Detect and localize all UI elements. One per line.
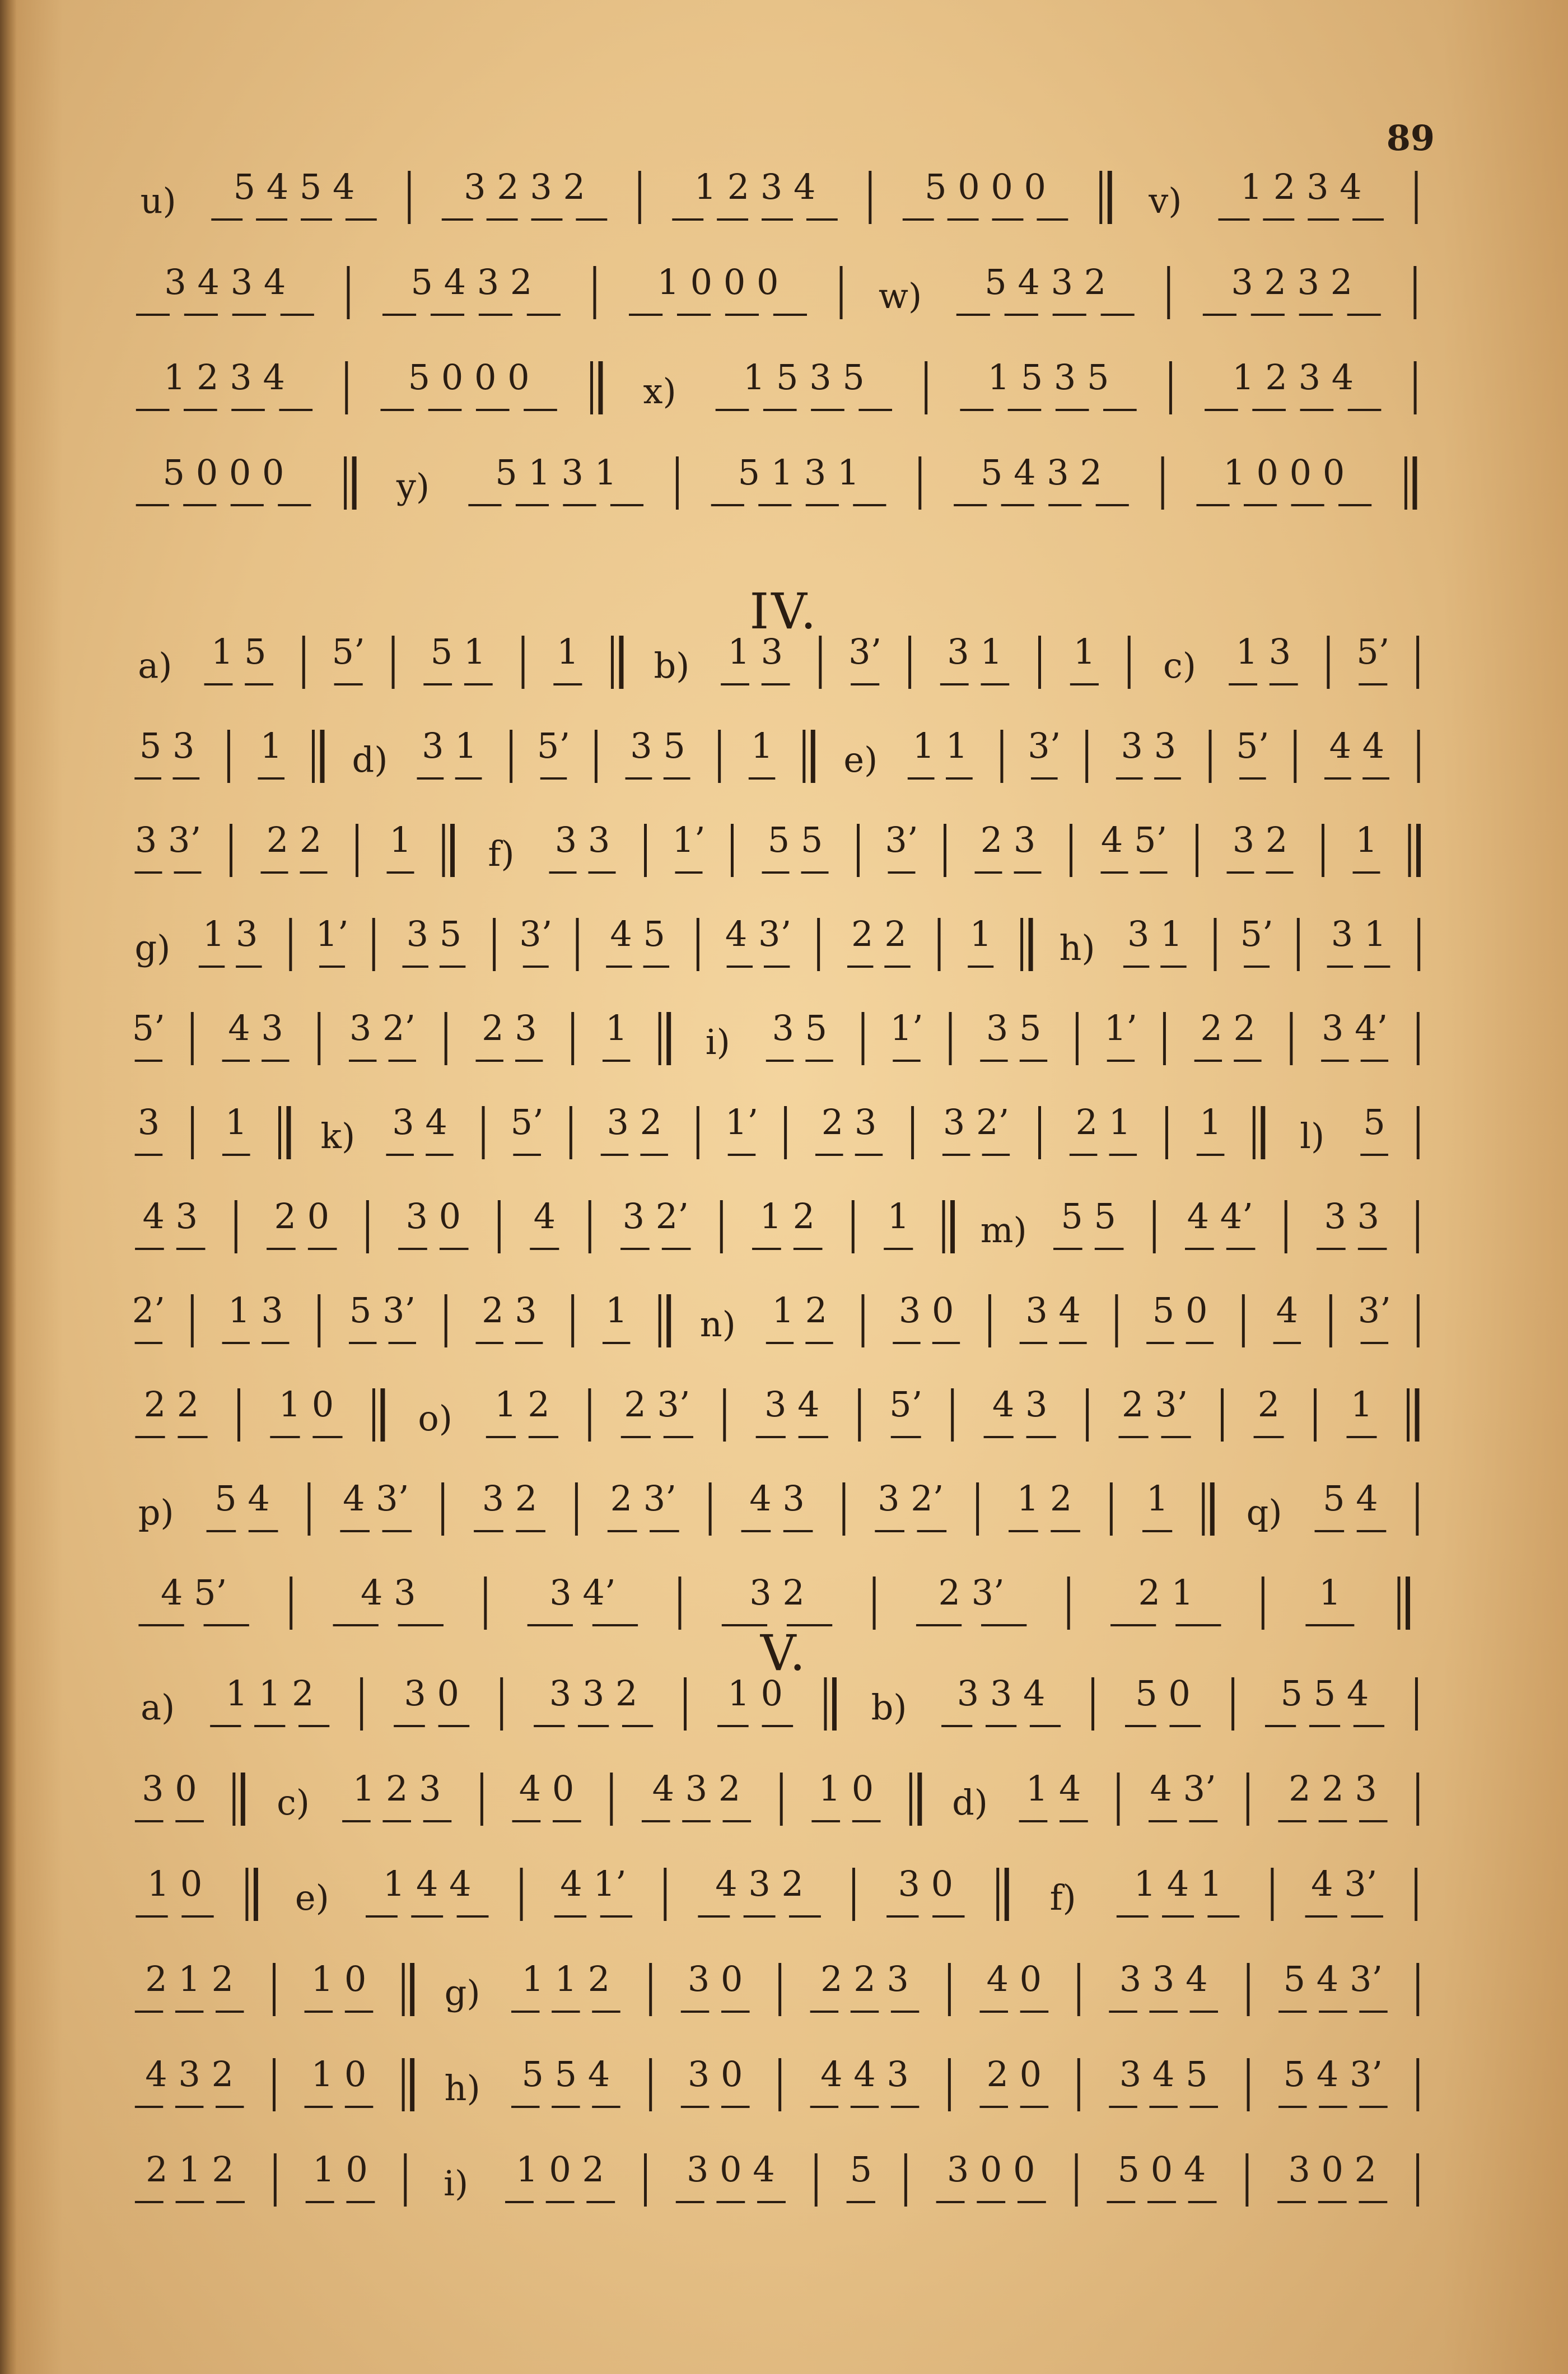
note-group: 2 2 <box>1200 1008 1256 1048</box>
rhythm-underline <box>676 2201 704 2203</box>
note-group: 3 3 <box>1324 1196 1380 1237</box>
note-group: 3 2 <box>482 1478 538 1519</box>
note-group: 2 2 <box>851 913 907 954</box>
note-group: 2 2 3 <box>1289 1768 1377 1809</box>
note-group: 3 0 <box>404 1673 459 1714</box>
note-group: 4 3’ <box>1311 1863 1378 1904</box>
note-group: 3 2’ <box>942 1102 1010 1142</box>
exercise-label: i) <box>444 2163 469 2204</box>
exercise-label: e) <box>843 739 878 780</box>
note-group: 4 4 <box>1329 725 1385 766</box>
note-group: 1 4 4 <box>382 1863 472 1904</box>
rhythm-underline <box>306 2201 334 2203</box>
exercise-label: p) <box>138 1492 174 1533</box>
exercise-label: y) <box>396 466 430 507</box>
note-group: 2 3 <box>482 1290 537 1331</box>
bar-line <box>274 2153 277 2207</box>
note-group: 5 5 4 <box>1280 1673 1369 1714</box>
note-group: 4 3 <box>360 1572 416 1613</box>
page-number: 89 <box>1386 118 1435 158</box>
note-group: 1 2 <box>494 1384 550 1425</box>
note-group: 5 <box>850 2149 872 2190</box>
rhythm-underline <box>135 2201 164 2203</box>
rhythm-underline <box>977 2201 1005 2203</box>
note-group: 3 4 <box>1025 1290 1081 1331</box>
note-group: 1 2 <box>759 1196 815 1237</box>
note-group: 3 3 4 <box>956 1673 1046 1714</box>
note-group: 3 0 <box>687 2054 743 2095</box>
note-group: 3’ <box>1357 1290 1391 1331</box>
note-group: 2 0 <box>274 1196 330 1237</box>
note-group: 3 0 2 <box>1288 2149 1377 2190</box>
exercise-label: o) <box>418 1398 452 1439</box>
exercise-label: m) <box>980 1210 1027 1251</box>
note-group: 3 2 3 2 <box>1231 262 1353 302</box>
note-group: 5 4 3 2 <box>981 452 1102 493</box>
note-group: 1 <box>969 913 992 954</box>
exercise-label: f) <box>1049 1877 1076 1918</box>
note-group: 2 3’ <box>1121 1384 1188 1425</box>
note-group: 1 3 <box>228 1290 283 1331</box>
note-group: 1 <box>887 1196 909 1237</box>
note-group: 5 4 3 2 <box>984 262 1107 302</box>
note-group: 3 1 <box>1127 913 1183 954</box>
rhythm-underline <box>586 2201 615 2203</box>
note-group: 3 4 <box>764 1384 820 1425</box>
note-group: 5’ <box>536 725 571 766</box>
exercise-label: a) <box>141 1687 175 1728</box>
note-group: 5’ <box>332 631 365 672</box>
exercise-label: g) <box>134 927 171 968</box>
note-group: 5’ <box>132 1008 165 1048</box>
note-group: 1 0 0 0 <box>1223 452 1345 493</box>
exercise-label: l) <box>1300 1116 1325 1156</box>
note-group: 5 5 <box>767 819 823 860</box>
rhythm-underline <box>716 2201 745 2203</box>
note-group: 1 0 2 <box>516 2149 604 2190</box>
note-group: 3’ <box>1028 725 1061 766</box>
note-group: 2 0 <box>986 2054 1042 2095</box>
note-group: 1 5 3 5 <box>987 357 1109 398</box>
note-group: 3’ <box>519 913 553 954</box>
exercise-label: k) <box>320 1116 356 1156</box>
rhythm-underline <box>847 2201 875 2203</box>
note-group: 1 2 <box>772 1290 828 1331</box>
note-group: 3 4 5 <box>1119 2054 1208 2095</box>
note-group: 5’ <box>1356 631 1390 672</box>
note-group: 3 2 3 2 <box>464 166 585 207</box>
note-group: 3 5 <box>986 1008 1042 1048</box>
note-group: 5’ <box>1240 913 1273 954</box>
note-group: 2 2 <box>143 1384 199 1425</box>
rhythm-underline <box>1359 2201 1387 2203</box>
note-group: 4 0 <box>519 1768 575 1809</box>
note-group: 3 0 <box>898 1290 954 1331</box>
note-group: 5’ <box>1236 725 1270 766</box>
note-group: 1 <box>1350 1384 1373 1425</box>
note-group: 2 3’ <box>610 1478 676 1519</box>
exercise-label: n) <box>699 1304 736 1345</box>
exercise-label: d) <box>952 1782 988 1823</box>
note-group: 1 1 2 <box>225 1673 314 1714</box>
note-group: 1 <box>1319 1572 1341 1613</box>
exercise-label: h) <box>444 2068 480 2109</box>
note-group: 5 4 <box>214 1478 270 1519</box>
note-group: 4 4’ <box>1187 1196 1253 1237</box>
note-group: 3 3 <box>1121 725 1177 766</box>
note-group: 4 3 <box>142 1196 198 1237</box>
rhythm-underline <box>176 2201 204 2203</box>
note-group: 1 <box>1146 1478 1169 1519</box>
rhythm-underline <box>1188 2201 1217 2203</box>
note-group: 1 2 3 4 <box>694 166 816 207</box>
note-group: 3 4 3 4 <box>164 262 286 302</box>
note-group: 1 0 <box>311 1958 367 1999</box>
note-group: 1 <box>225 1102 248 1142</box>
note-group: 1 0 <box>278 1384 334 1425</box>
rhythm-underline <box>505 2201 534 2203</box>
note-group: 4 3 <box>749 1478 805 1519</box>
note-group: 2 3 <box>980 819 1036 860</box>
exercise-label: i) <box>705 1022 730 1062</box>
note-group: 1 4 <box>1025 1768 1081 1809</box>
note-group: 3 2 <box>1232 819 1288 860</box>
note-group: 5 1 <box>430 631 486 672</box>
note-group: 4 4 3 <box>820 2054 909 2095</box>
note-group: 1’ <box>890 1008 923 1048</box>
bar-line <box>904 2153 907 2207</box>
note-group: 1 2 3 <box>352 1768 441 1809</box>
note-group: 2 3 <box>482 1008 537 1048</box>
note-group: 5 5 <box>1061 1196 1117 1237</box>
note-group: 4 3 <box>992 1384 1048 1425</box>
note-group: 3 5 <box>630 725 685 766</box>
note-group: 1 3 <box>1235 631 1291 672</box>
note-group: 5 3’ <box>349 1290 416 1331</box>
note-group: 3 1 <box>422 725 477 766</box>
note-group: 3 0 4 <box>686 2149 775 2190</box>
exercise-label: d) <box>352 739 388 780</box>
bar-line <box>404 2153 407 2207</box>
rhythm-underline <box>546 2201 575 2203</box>
exercise-label: q) <box>1246 1492 1282 1533</box>
note-group: 1 <box>750 725 773 766</box>
note-group: 1 <box>389 819 412 860</box>
note-group: 4 3’ <box>725 913 792 954</box>
note-group: 5’ <box>889 1384 923 1425</box>
note-group: 1 2 3 4 <box>1232 357 1354 398</box>
exercise-label: v) <box>1149 180 1182 221</box>
note-group: 3 2 <box>606 1102 662 1142</box>
rhythm-underline <box>1318 2201 1347 2203</box>
exercise-label: w) <box>878 276 922 316</box>
exercise-label: c) <box>277 1782 310 1823</box>
note-group: 2 1 2 <box>146 2149 234 2190</box>
note-group: 1 <box>1073 631 1096 672</box>
exercise-label: b) <box>871 1687 907 1728</box>
note-group: 1 5 3 5 <box>743 357 865 398</box>
note-group: 4 0 <box>986 1958 1042 1999</box>
note-group: 5 0 0 0 <box>925 166 1047 207</box>
note-group: 1 <box>557 631 579 672</box>
exercise-label: a) <box>138 645 172 686</box>
note-group: 4 <box>1276 1290 1299 1331</box>
note-group: 3 2’ <box>349 1008 416 1048</box>
bar-line <box>1416 2153 1419 2207</box>
exercise-label: g) <box>444 1972 480 2013</box>
note-group: 1 <box>605 1008 628 1048</box>
note-group: 3 0 0 <box>946 2149 1035 2190</box>
note-group: 5 4 3’ <box>1283 2054 1383 2095</box>
note-group: 1’ <box>725 1102 759 1142</box>
note-group: 1 0 0 0 <box>657 262 779 302</box>
rhythm-underline <box>1277 2201 1306 2203</box>
note-group: 4 3’ <box>343 1478 409 1519</box>
note-group: 1 2 3 4 <box>163 357 285 398</box>
note-group: 2 <box>1257 1384 1280 1425</box>
note-group: 2’ <box>132 1290 165 1331</box>
note-group: 1 0 <box>312 2149 368 2190</box>
note-group: 5 3 <box>139 725 195 766</box>
note-group: 5’ <box>510 1102 544 1142</box>
note-group: 1 <box>605 1290 628 1331</box>
note-group: 3 2’ <box>622 1196 689 1237</box>
exercise-label: e) <box>295 1877 329 1918</box>
rhythm-underline <box>216 2201 245 2203</box>
bar-line <box>644 2153 647 2207</box>
note-group: 5 1 3 1 <box>738 452 860 493</box>
note-group: 3 3 2 <box>549 1673 638 1714</box>
note-group: 1 3 <box>727 631 783 672</box>
bar-line <box>1075 2153 1078 2207</box>
note-group: 4 3 2 <box>715 1863 804 1904</box>
section-title: V. <box>760 1624 808 1682</box>
rhythm-underline <box>346 2201 375 2203</box>
note-group: 5 0 <box>1135 1673 1191 1714</box>
note-group: 2 1 <box>1075 1102 1131 1142</box>
note-group: 4 1’ <box>560 1863 627 1904</box>
note-group: 4 3 2 <box>652 1768 741 1809</box>
note-group: 3’ <box>885 819 918 860</box>
note-group: 3 1 <box>947 631 1002 672</box>
rhythm-underline <box>1018 2201 1046 2203</box>
note-group: 3 2 <box>749 1572 805 1613</box>
note-group: 4 3 2 <box>145 2054 234 2095</box>
note-group: 5 1 3 1 <box>495 452 617 493</box>
note-group: 3 2’ <box>878 1478 944 1519</box>
rhythm-underline <box>1107 2201 1135 2203</box>
note-group: 1 5 <box>211 631 267 672</box>
note-group: 2 1 <box>1138 1572 1194 1613</box>
note-group: 1 <box>1199 1102 1222 1142</box>
note-group: 3 4’ <box>1321 1008 1388 1048</box>
note-group: 3 1 <box>1331 913 1387 954</box>
note-group: 3 3’ <box>134 819 202 860</box>
note-group: 4 <box>533 1196 556 1237</box>
note-group: 2 1 2 <box>145 1958 234 1999</box>
rhythm-underline <box>936 2201 965 2203</box>
rhythm-underline <box>1147 2201 1176 2203</box>
note-group: 1’ <box>315 913 349 954</box>
note-group: 1 1 2 <box>521 1958 610 1999</box>
note-group: 3 0 <box>898 1863 954 1904</box>
note-group: 1 4 1 <box>1133 1863 1222 1904</box>
note-group: 1’ <box>672 819 706 860</box>
note-group: 5 0 0 0 <box>162 452 284 493</box>
note-group: 3 <box>137 1102 160 1142</box>
exercise-label: c) <box>1163 645 1196 686</box>
note-group: 4 3 <box>228 1008 283 1048</box>
exercise-label: x) <box>643 371 676 412</box>
exercise-label: h) <box>1059 927 1095 968</box>
note-group: 4 5 <box>610 913 665 954</box>
note-group: 3 4’ <box>549 1572 616 1613</box>
note-group: 4 5’ <box>1100 819 1168 860</box>
note-group: 5 <box>1363 1102 1385 1142</box>
note-group: 5 4 <box>1323 1478 1378 1519</box>
note-group: 3 5 <box>406 913 462 954</box>
note-group: 2 2 3 <box>820 1958 909 1999</box>
note-group: 2 3’ <box>938 1572 1005 1613</box>
note-group: 3 3 4 <box>1119 1958 1208 1999</box>
note-group: 1 2 3 4 <box>1240 166 1362 207</box>
note-group: 1 0 <box>818 1768 874 1809</box>
bar-line <box>1245 2153 1248 2207</box>
note-group: 1 3 <box>202 913 258 954</box>
note-group: 3 5 <box>772 1008 828 1048</box>
note-group: 3 0 <box>687 1958 743 1999</box>
note-group: 3 3 <box>554 819 610 860</box>
note-group: 3 0 <box>405 1196 461 1237</box>
note-group: 1 <box>260 725 282 766</box>
exercise-label: u) <box>140 180 176 221</box>
note-group: 1 0 <box>311 2054 367 2095</box>
note-group: 1 0 <box>727 1673 783 1714</box>
note-group: 2 3 <box>821 1102 877 1142</box>
note-group: 1 1 <box>912 725 968 766</box>
note-group: 5 4 3 2 <box>410 262 533 302</box>
rhythm-underline <box>757 2201 786 2203</box>
note-group: 4 5’ <box>160 1572 227 1613</box>
note-group: 3 0 <box>142 1768 197 1809</box>
note-group: 1’ <box>1104 1008 1138 1048</box>
note-group: 2 2 <box>266 819 322 860</box>
note-group: 4 3’ <box>1150 1768 1216 1809</box>
note-group: 5 0 0 0 <box>408 357 530 398</box>
note-group: 1 <box>1355 819 1378 860</box>
exercise-label: f) <box>488 833 515 874</box>
note-group: 5 4 5 4 <box>233 166 355 207</box>
exercise-label: b) <box>654 645 690 686</box>
note-group: 1 0 <box>147 1863 203 1904</box>
note-group: 1 2 <box>1016 1478 1072 1519</box>
note-group: 2 3’ <box>624 1384 690 1425</box>
note-group: 5 0 <box>1152 1290 1208 1331</box>
note-group: 5 5 4 <box>521 2054 610 2095</box>
note-group: 5 0 4 <box>1117 2149 1206 2190</box>
note-group: 3 4 <box>392 1102 447 1142</box>
note-group: 5 4 3’ <box>1283 1958 1383 1999</box>
note-group: 3’ <box>848 631 882 672</box>
section-title: IV. <box>749 582 819 640</box>
bar-line <box>815 2153 818 2207</box>
